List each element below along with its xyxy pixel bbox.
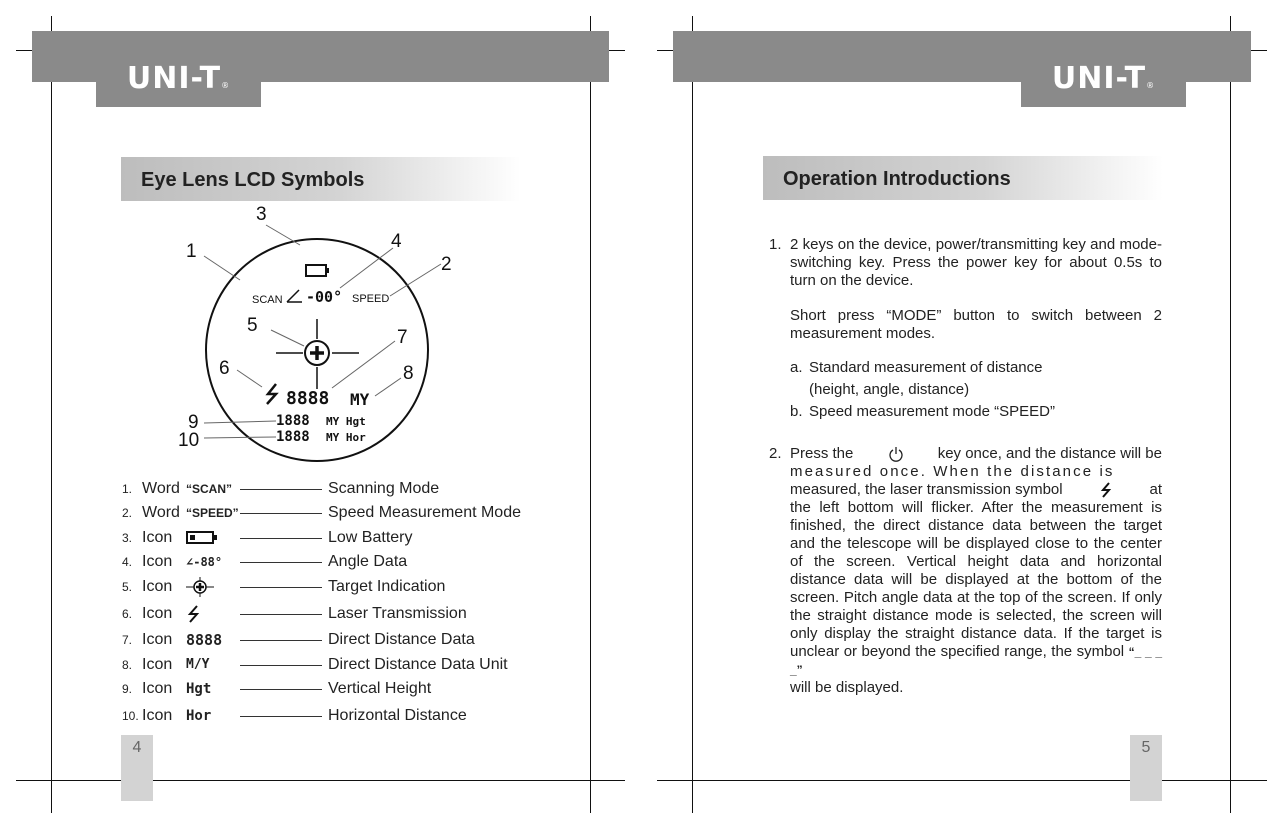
target-icon [186,577,214,597]
legend-number: 10. [122,709,139,723]
item-1b-label: b. [790,403,803,420]
legend-kind: Icon [142,707,173,724]
item-1-number: 1. [769,236,782,253]
legend-number: 1. [122,482,133,496]
crop-mark [1230,16,1231,813]
lcd-diagram [0,0,600,480]
callout-10: 10 [178,430,200,451]
legend-meaning: Target Indication [328,578,446,595]
lcd-distance-value: 8888 [286,388,330,409]
legend-number: 9. [122,682,133,696]
item-2-number: 2. [769,445,782,462]
section-title: Eye Lens LCD Symbols [121,157,521,201]
legend-kind: Icon [142,631,173,648]
legend-dash [240,640,322,641]
legend-kind: Word [142,504,180,521]
lcd-scan-word: SCAN [252,294,283,306]
item-1a-text-cont: (height, angle, distance) [809,381,970,398]
legend-dash [240,538,322,539]
legend-symbol: “SCAN” [186,482,233,496]
callout-3: 3 [256,204,267,225]
legend-dash [240,513,322,514]
callout-1: 1 [186,241,197,262]
legend-symbol: ∠-88° [186,555,223,569]
item-2-rest: the left bottom will flicker. After the measurement is finished, the direct distance data between the target and the telescope will be displayed close to the center of the screen. Vertical height data and horizontal distance data will be displayed at the bottom of the screen. Pitch angle data at the top of the screen. If only the straight distance mode is selected, the screen will only display the straight distance data. If the target is unclear or beyond the specified range, the symbol [790,499,1162,660]
legend-symbol: 8888 [186,631,223,649]
page-number: 5 [1130,735,1162,801]
angle-icon [287,290,302,302]
item-1b-text: Speed measurement mode “SPEED” [809,403,1055,420]
callout-4: 4 [391,231,402,252]
legend-kind: Icon [142,553,173,570]
legend-kind: Icon [142,605,173,622]
legend-number: 2. [122,506,133,520]
logo-text: UNI-T [1051,61,1147,96]
item-1a-label: a. [790,359,803,376]
logo-text: UNI-T [126,61,222,96]
legend-number: 5. [122,580,133,594]
legend-meaning: Low Battery [328,529,413,546]
page-number: 4 [121,735,153,801]
item-1-text: 2 keys on the device, power/transmitting key and mode-switching key. Press the power key for about 0.5s to turn on the device. [790,236,1162,289]
item-2-end: will be displayed. [790,679,904,696]
legend-meaning: Scanning Mode [328,480,440,497]
lcd-angle-value: -00° [306,288,343,306]
dash-symbol: “_ _ _ _” [790,645,1162,677]
legend-symbol: Hgt [186,681,212,697]
legend-kind: Icon [142,578,173,595]
lcd-unit: MY [350,390,370,409]
item-2-body [790,499,1162,697]
callout-7: 7 [397,327,408,348]
legend-symbol: M/Y [186,657,210,672]
legend-dash [240,587,322,588]
legend-dash [240,665,322,666]
legend-dash [240,614,322,615]
callout-6: 6 [219,358,230,379]
legend-dash [240,489,322,490]
callout-8: 8 [403,363,414,384]
legend-symbol: Hor [186,708,212,724]
target-icon [276,319,359,389]
unit-logo [1021,51,1186,107]
item-2-line-3-post: at [1149,481,1162,498]
callout-2: 2 [441,254,452,275]
legend-dash [240,562,322,563]
crop-mark [657,50,673,51]
legend-meaning: Horizontal Distance [328,707,467,724]
crop-mark [1251,50,1267,51]
legend-kind: Icon [142,656,173,673]
legend-meaning: Angle Data [328,553,408,570]
item-2-post: key once, and the distance will be [937,445,1162,462]
lcd-height-value: 1888 [276,413,310,429]
item-2-line-3-pre: measured, the laser transmission symbol [790,481,1063,498]
laser-icon [267,384,276,404]
legend-meaning: Vertical Height [328,680,432,697]
power-icon [888,446,904,462]
crop-mark [692,16,693,813]
item-2-line-1 [790,445,1162,463]
lcd-horizontal-value: 1888 [276,429,310,445]
legend-kind: Icon [142,680,173,697]
legend-number: 7. [122,633,133,647]
crop-mark [16,780,625,781]
laser-icon [186,604,202,624]
item-2-pre: Press the [790,445,854,462]
lcd-height-label: MY Hgt [326,415,366,428]
legend-meaning: Direct Distance Data [328,631,475,648]
section-title: Operation Introductions [763,156,1163,200]
crop-mark [657,780,1267,781]
legend-number: 6. [122,607,133,621]
crop-mark [609,50,625,51]
legend-number: 3. [122,531,133,545]
legend-symbol: “SPEED” [186,506,239,520]
legend-kind: Word [142,480,180,497]
legend-number: 4. [122,555,133,569]
logo-mark: ® [1146,81,1156,90]
item-2-line-3 [790,481,1162,499]
lcd-horizontal-label: MY Hor [326,431,366,444]
legend-meaning: Speed Measurement Mode [328,504,521,521]
battery-icon [186,531,220,545]
legend-meaning: Direct Distance Data Unit [328,656,508,673]
legend-number: 8. [122,658,133,672]
item-2-line-2: measured once. When the distance is [790,463,1115,480]
item-1-note: Short press “MODE” button to switch between 2 measurement modes. [790,307,1162,342]
item-1a-text: Standard measurement of distance [809,359,1043,376]
logo-mark: ® [221,81,231,90]
legend-dash [240,716,322,717]
battery-icon [306,265,329,276]
lcd-speed-word: SPEED [352,293,390,305]
callout-5: 5 [247,315,258,336]
legend-kind: Icon [142,529,173,546]
legend-meaning: Laser Transmission [328,605,467,622]
legend-dash [240,689,322,690]
laser-icon [1099,481,1113,499]
callout-9: 9 [188,412,199,433]
